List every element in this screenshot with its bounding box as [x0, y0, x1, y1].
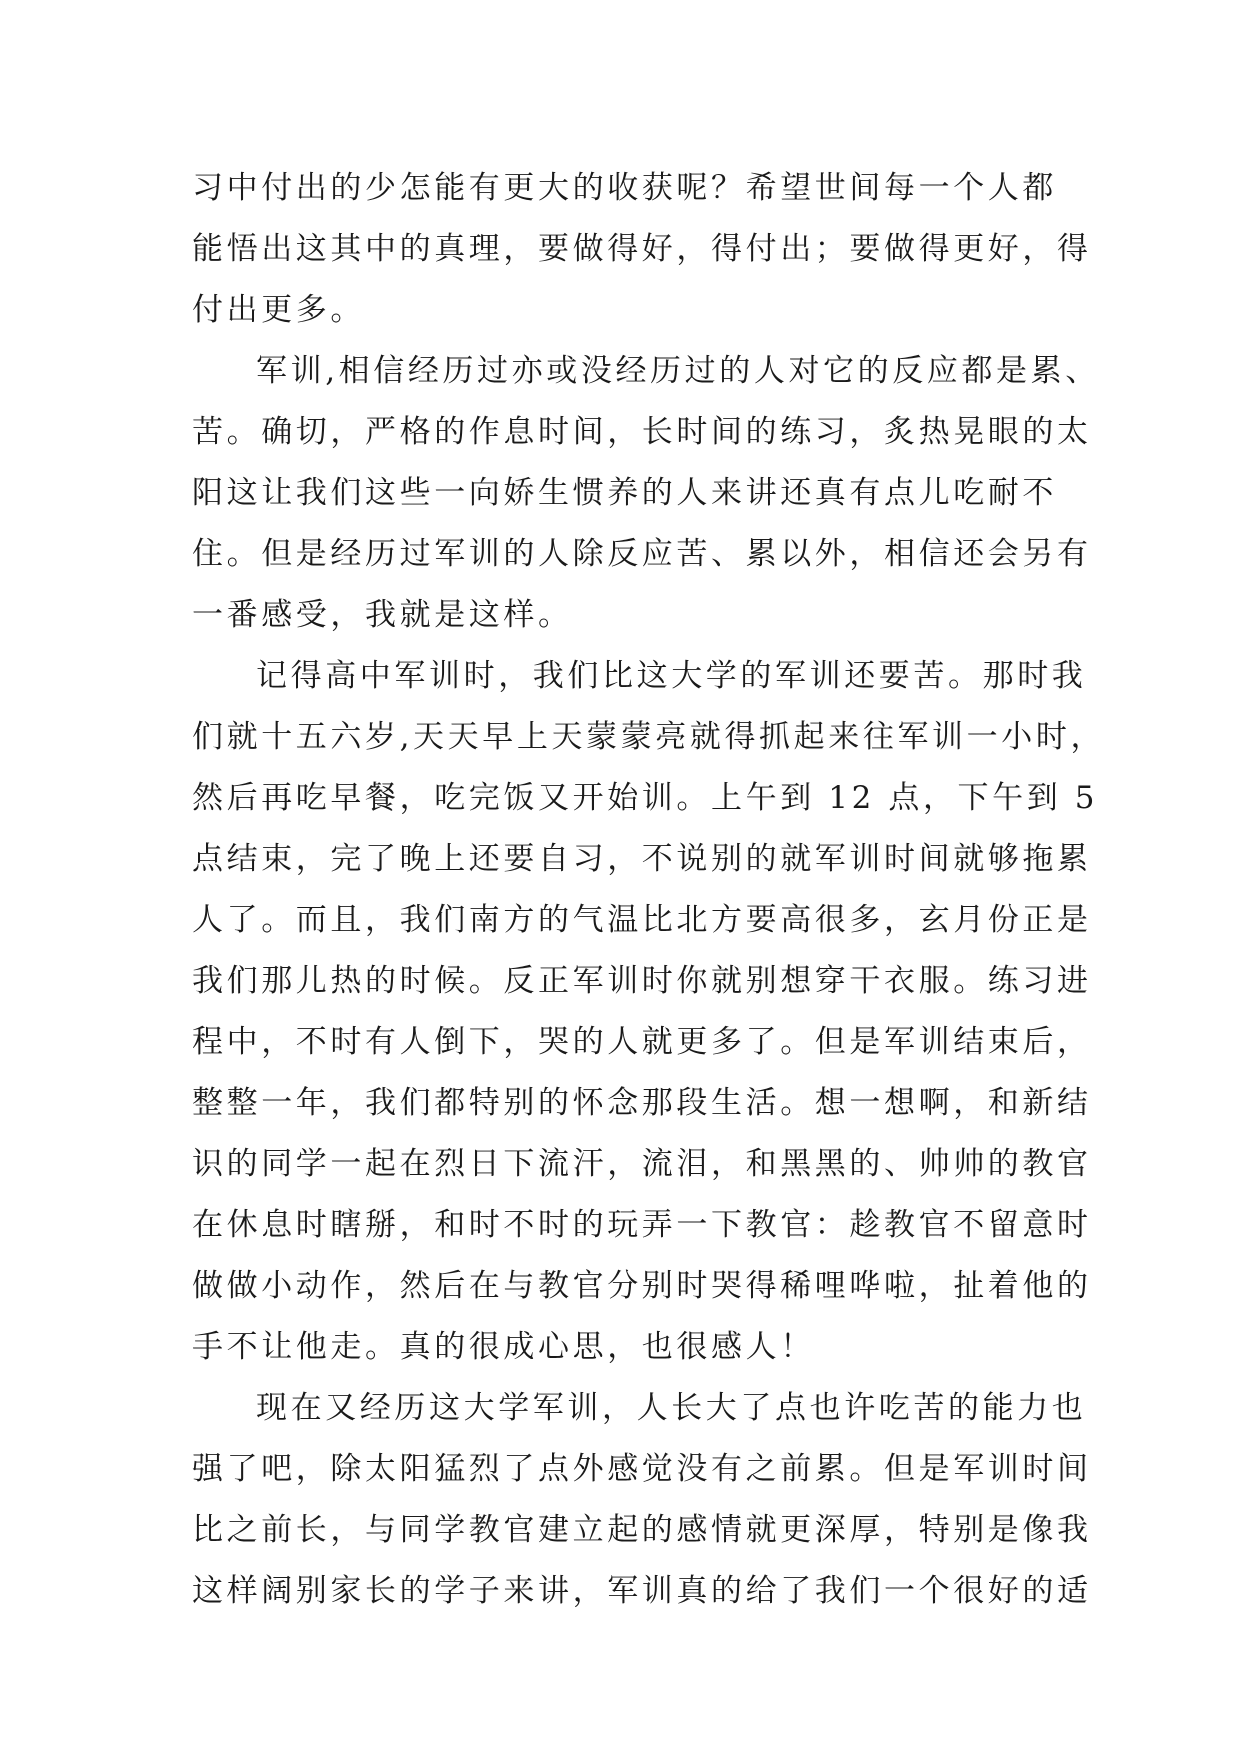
text-line: 点结束，完了晚上还要自习，不说别的就军训时间就够拖累 — [192, 841, 1092, 877]
text-line: 手不让他走。真的很成心思，也很感人！ — [192, 1329, 815, 1365]
text-line: 程中，不时有人倒下，哭的人就更多了。但是军训结束后， — [192, 1024, 1092, 1060]
text-line: 在休息时瞎掰，和时不时的玩弄一下教官：趁教官不留意时 — [192, 1207, 1092, 1243]
text-line: 们就十五六岁,天天早上天蒙蒙亮就得抓起来往军训一小时， — [192, 719, 1106, 755]
text-line: 比之前长，与同学教官建立起的感情就更深厚，特别是像我 — [192, 1512, 1092, 1548]
text-line: 这样阔别家长的学子来讲，军训真的给了我们一个很好的适 — [192, 1573, 1092, 1609]
document-body — [192, 158, 1106, 1622]
text-line: 做做小动作，然后在与教官分别时哭得稀哩哗啦，扯着他的 — [192, 1268, 1092, 1304]
text-line: 习中付出的少怎能有更大的收获呢？希望世间每一个人都 — [192, 170, 1057, 206]
text-line: 住。但是经历过军训的人除反应苦、累以外，相信还会另有 — [192, 536, 1092, 572]
paragraph-first-line: 军训,相信经历过亦或没经历过的人对它的反应都是累、 — [256, 353, 1100, 389]
text-line: 我们那儿热的时候。反正军训时你就别想穿干衣服。练习进 — [192, 963, 1092, 999]
text-line: 苦。确切，严格的作息时间，长时间的练习，炙热晃眼的太 — [192, 414, 1092, 450]
text-line: 强了吧，除太阳猛烈了点外感觉没有之前累。但是军训时间 — [192, 1451, 1092, 1487]
text-line: 付出更多。 — [192, 292, 365, 328]
text-line: 阳这让我们这些一向娇生惯养的人来讲还真有点儿吃耐不 — [192, 475, 1057, 511]
paragraph-first-line: 现在又经历这大学军训，人长大了点也许吃苦的能力也 — [256, 1390, 1087, 1426]
paragraph-first-line: 记得高中军训时，我们比这大学的军训还要苦。那时我 — [256, 658, 1087, 694]
text-line: 然后再吃早餐，吃完饭又开始训。上午到 12 点，下午到 5 — [192, 780, 1099, 816]
text-line: 人了。而且，我们南方的气温比北方要高很多，玄月份正是 — [192, 902, 1092, 938]
text-line: 整整一年，我们都特别的怀念那段生活。想一想啊，和新结 — [192, 1085, 1092, 1121]
text-line: 一番感受，我就是这样。 — [192, 597, 573, 633]
text-line: 识的同学一起在烈日下流汗，流泪，和黑黑的、帅帅的教官 — [192, 1146, 1092, 1182]
text-line: 能悟出这其中的真理，要做得好，得付出；要做得更好，得 — [192, 231, 1092, 267]
